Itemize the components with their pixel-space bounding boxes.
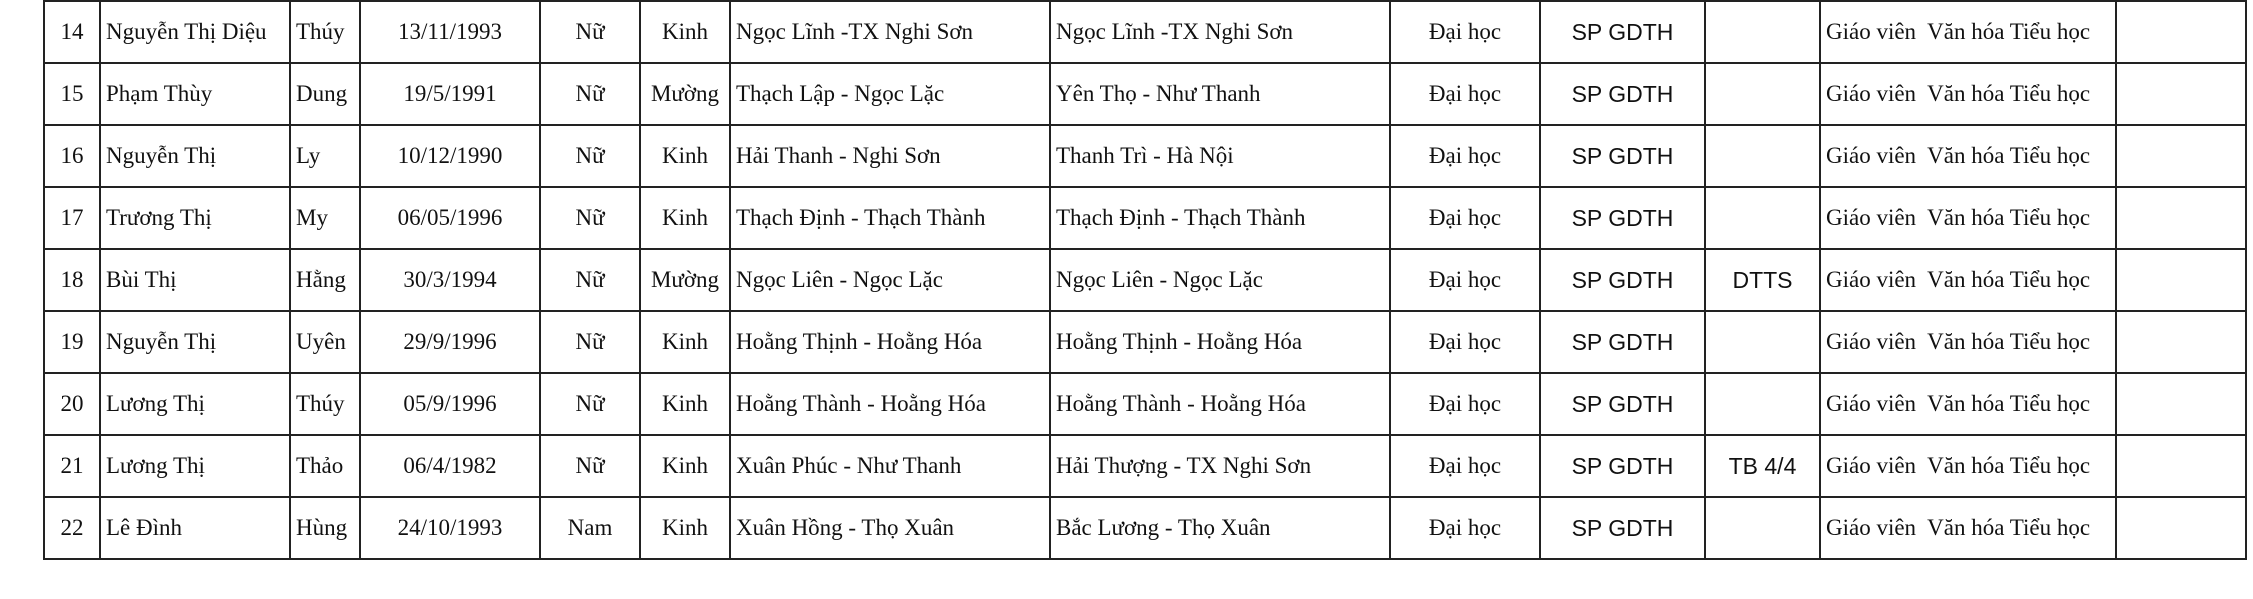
table-row [44, 1, 2246, 63]
cell-ethnicity: Mường [640, 249, 730, 311]
cell-position: Giáo viên Văn hóa Tiểu học [1820, 63, 2116, 125]
cell-hometown: Hải Thanh - Nghi Sơn [730, 125, 1050, 187]
cell-residence: Hải Thượng - TX Nghi Sơn [1050, 435, 1390, 497]
cell-family-name: Bùi Thị [100, 249, 290, 311]
cell-priority [1705, 1, 1820, 63]
cell-residence: Thanh Trì - Hà Nội [1050, 125, 1390, 187]
cell-hometown: Xuân Phúc - Như Thanh [730, 435, 1050, 497]
cell-major: SP GDTH [1540, 187, 1705, 249]
cell-row-number: 18 [44, 249, 100, 311]
cell-residence: Thạch Định - Thạch Thành [1050, 187, 1390, 249]
cell-education-level: Đại học [1390, 435, 1540, 497]
cell-row-number: 19 [44, 311, 100, 373]
cell-ethnicity: Mường [640, 63, 730, 125]
cell-position: Giáo viên Văn hóa Tiểu học [1820, 435, 2116, 497]
cell-education-level: Đại học [1390, 249, 1540, 311]
cell-position: Giáo viên Văn hóa Tiểu học [1820, 1, 2116, 63]
cell-major: SP GDTH [1540, 249, 1705, 311]
cell-note [2116, 373, 2246, 435]
cell-ethnicity: Kinh [640, 435, 730, 497]
table-row [44, 249, 2246, 311]
cell-priority [1705, 497, 1820, 559]
cell-position: Giáo viên Văn hóa Tiểu học [1820, 249, 2116, 311]
cell-gender: Nữ [540, 1, 640, 63]
cell-birth-date: 10/12/1990 [360, 125, 540, 187]
cell-note [2116, 311, 2246, 373]
cell-birth-date: 13/11/1993 [360, 1, 540, 63]
cell-birth-date: 30/3/1994 [360, 249, 540, 311]
cell-ethnicity: Kinh [640, 497, 730, 559]
cell-gender: Nữ [540, 125, 640, 187]
cell-family-name: Lê Đình [100, 497, 290, 559]
cell-position: Giáo viên Văn hóa Tiểu học [1820, 373, 2116, 435]
cell-row-number: 20 [44, 373, 100, 435]
cell-education-level: Đại học [1390, 63, 1540, 125]
cell-given-name: Ly [290, 125, 360, 187]
cell-birth-date: 06/05/1996 [360, 187, 540, 249]
cell-ethnicity: Kinh [640, 187, 730, 249]
cell-note [2116, 187, 2246, 249]
cell-priority [1705, 187, 1820, 249]
cell-birth-date: 06/4/1982 [360, 435, 540, 497]
cell-position: Giáo viên Văn hóa Tiểu học [1820, 311, 2116, 373]
table-row [44, 187, 2246, 249]
cell-hometown: Hoằng Thịnh - Hoằng Hóa [730, 311, 1050, 373]
cell-given-name: My [290, 187, 360, 249]
cell-given-name: Dung [290, 63, 360, 125]
cell-education-level: Đại học [1390, 373, 1540, 435]
cell-gender: Nữ [540, 311, 640, 373]
cell-priority [1705, 63, 1820, 125]
cell-note [2116, 63, 2246, 125]
cell-family-name: Lương Thị [100, 435, 290, 497]
cell-given-name: Thúy [290, 1, 360, 63]
cell-note [2116, 1, 2246, 63]
cell-hometown: Ngọc Liên - Ngọc Lặc [730, 249, 1050, 311]
cell-given-name: Thảo [290, 435, 360, 497]
cell-position: Giáo viên Văn hóa Tiểu học [1820, 497, 2116, 559]
cell-gender: Nữ [540, 435, 640, 497]
cell-hometown: Hoằng Thành - Hoằng Hóa [730, 373, 1050, 435]
cell-major: SP GDTH [1540, 311, 1705, 373]
cell-family-name: Nguyễn Thị [100, 311, 290, 373]
cell-residence: Hoằng Thịnh - Hoằng Hóa [1050, 311, 1390, 373]
cell-note [2116, 249, 2246, 311]
cell-ethnicity: Kinh [640, 1, 730, 63]
cell-ethnicity: Kinh [640, 125, 730, 187]
cell-hometown: Thạch Lập - Ngọc Lặc [730, 63, 1050, 125]
cell-row-number: 22 [44, 497, 100, 559]
cell-gender: Nữ [540, 249, 640, 311]
cell-education-level: Đại học [1390, 311, 1540, 373]
cell-education-level: Đại học [1390, 125, 1540, 187]
cell-row-number: 14 [44, 1, 100, 63]
cell-priority: TB 4/4 [1705, 435, 1820, 497]
cell-education-level: Đại học [1390, 187, 1540, 249]
cell-major: SP GDTH [1540, 497, 1705, 559]
candidate-roster-table [43, 0, 2247, 560]
cell-residence: Yên Thọ - Như Thanh [1050, 63, 1390, 125]
cell-gender: Nam [540, 497, 640, 559]
cell-gender: Nữ [540, 373, 640, 435]
table-row [44, 311, 2246, 373]
cell-given-name: Hằng [290, 249, 360, 311]
cell-priority [1705, 125, 1820, 187]
cell-major: SP GDTH [1540, 435, 1705, 497]
cell-position: Giáo viên Văn hóa Tiểu học [1820, 125, 2116, 187]
cell-priority [1705, 311, 1820, 373]
cell-birth-date: 05/9/1996 [360, 373, 540, 435]
roster-body [44, 1, 2246, 559]
cell-family-name: Lương Thị [100, 373, 290, 435]
table-row [44, 63, 2246, 125]
cell-major: SP GDTH [1540, 63, 1705, 125]
cell-education-level: Đại học [1390, 1, 1540, 63]
cell-note [2116, 497, 2246, 559]
cell-note [2116, 435, 2246, 497]
cell-gender: Nữ [540, 187, 640, 249]
cell-ethnicity: Kinh [640, 311, 730, 373]
cell-row-number: 21 [44, 435, 100, 497]
cell-position: Giáo viên Văn hóa Tiểu học [1820, 187, 2116, 249]
cell-birth-date: 29/9/1996 [360, 311, 540, 373]
cell-ethnicity: Kinh [640, 373, 730, 435]
cell-priority: DTTS [1705, 249, 1820, 311]
cell-major: SP GDTH [1540, 125, 1705, 187]
cell-residence: Ngọc Liên - Ngọc Lặc [1050, 249, 1390, 311]
cell-residence: Bắc Lương - Thọ Xuân [1050, 497, 1390, 559]
cell-residence: Ngọc Lĩnh -TX Nghi Sơn [1050, 1, 1390, 63]
table-row [44, 125, 2246, 187]
cell-family-name: Nguyễn Thị [100, 125, 290, 187]
table-row [44, 373, 2246, 435]
cell-hometown: Ngọc Lĩnh -TX Nghi Sơn [730, 1, 1050, 63]
cell-birth-date: 24/10/1993 [360, 497, 540, 559]
cell-birth-date: 19/5/1991 [360, 63, 540, 125]
table-row [44, 435, 2246, 497]
cell-family-name: Trương Thị [100, 187, 290, 249]
cell-major: SP GDTH [1540, 373, 1705, 435]
cell-note [2116, 125, 2246, 187]
cell-row-number: 16 [44, 125, 100, 187]
cell-gender: Nữ [540, 63, 640, 125]
table-row [44, 497, 2246, 559]
cell-row-number: 15 [44, 63, 100, 125]
cell-major: SP GDTH [1540, 1, 1705, 63]
cell-education-level: Đại học [1390, 497, 1540, 559]
cell-hometown: Thạch Định - Thạch Thành [730, 187, 1050, 249]
cell-residence: Hoằng Thành - Hoằng Hóa [1050, 373, 1390, 435]
cell-row-number: 17 [44, 187, 100, 249]
cell-family-name: Phạm Thùy [100, 63, 290, 125]
cell-family-name: Nguyễn Thị Diệu [100, 1, 290, 63]
cell-given-name: Hùng [290, 497, 360, 559]
cell-given-name: Thúy [290, 373, 360, 435]
cell-hometown: Xuân Hồng - Thọ Xuân [730, 497, 1050, 559]
cell-given-name: Uyên [290, 311, 360, 373]
cell-priority [1705, 373, 1820, 435]
